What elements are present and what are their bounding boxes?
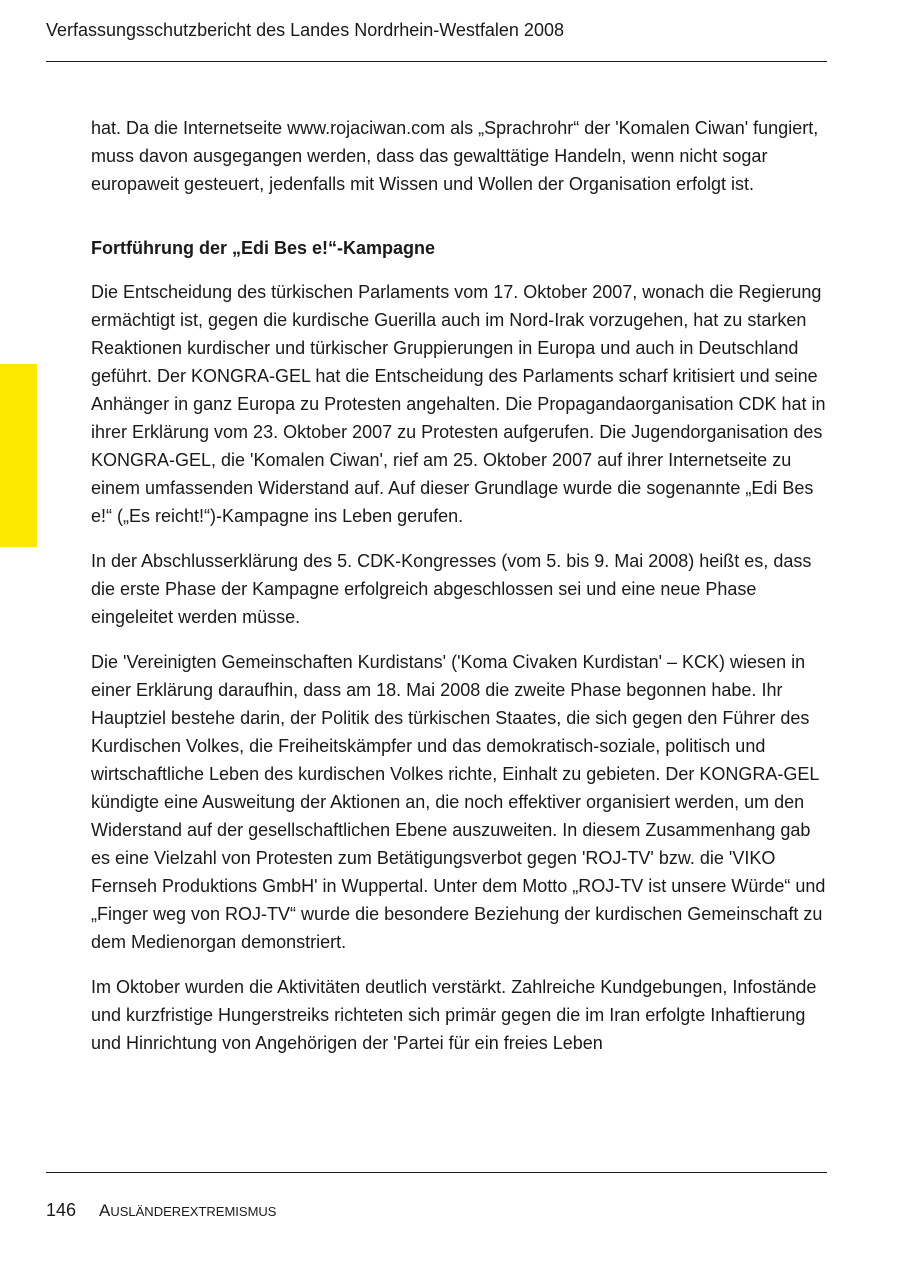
body-text (91, 114, 829, 1074)
page-number: 146 (46, 1200, 77, 1220)
paragraph: Im Oktober wurden die Aktivitäten deutlich verstärkt. Zahlreiche Kundgebungen, Infostände und kurzfristige Hungerstreiks richteten sich primär gegen die im Iran erfolgte Inhaftierung und Hinrichtung von Angehörigen der 'Partei für ein freies Leben (91, 977, 817, 1053)
footer-rule (46, 1172, 827, 1173)
paragraph: Die 'Vereinigten Gemeinschaften Kurdistans' ('Koma Civaken Kurdistan' – KCK) wiesen in einer Erklärung daraufhin, dass am 18. Mai 2008 die zweite Phase begonnen habe. Ihr Hauptziel bestehe darin, der Politik des türkischen Staates, die sich gegen den Führer des Kurdischen Volkes, die Freiheitskämpfer und das demokratisch-soziale, politisch und wirtschaftliche Leben des kurdischen Volkes richte, Einhalt zu gebieten. Der KONGRA-GEL kündigte eine Ausweitung der Aktionen an, die noch effektiver organisiert werden, um den Widerstand auf der gesellschaftlichen Ebene auszuweiten. In diesem Zusammenhang gab es eine Vielzahl von Protesten zum Betätigungsverbot gegen 'ROJ-TV' bzw. die 'VIKO Fernseh Produktions GmbH' in Wuppertal. Unter dem Motto „ROJ-TV ist unsere Würde“ und „Finger weg von ROJ-TV“ wurde die besondere Beziehung der kurdischen Gemeinschaft zu dem Medienorgan demonstriert. (91, 652, 826, 952)
paragraph: hat. Da die Internetseite www.rojaciwan.com als „Sprachrohr“ der 'Komalen Ciwan' fungiert, muss davon ausgegangen werden, dass das gewalttätige Handeln, wenn nicht sogar europaweit gesteuert, jedenfalls mit Wissen und Wollen der Organisation erfolgt ist. (91, 118, 819, 194)
section-name-initial: A (99, 1201, 111, 1220)
header-rule (46, 61, 827, 62)
chapter-marker-tab (0, 364, 37, 547)
running-header: Verfassungsschutzbericht des Landes Nordrhein-Westfalen 2008 (46, 20, 564, 40)
section-heading: Fortführung der „Edi Bes e!“-Kampagne (91, 238, 436, 258)
page-footer (46, 1198, 276, 1224)
section-name (99, 1201, 276, 1220)
paragraph: In der Abschlusserklärung des 5. CDK-Kongresses (vom 5. bis 9. Mai 2008) heißt es, dass die erste Phase der Kampagne erfolgreich abgeschlossen sei und eine neue Phase eingeleitet werden müsse. (91, 551, 812, 627)
paragraph: Die Entscheidung des türkischen Parlaments vom 17. Oktober 2007, wonach die Regierung ermächtigt ist, gegen die kurdische Guerilla auch im Nord-Irak vorzugehen, hat zu starken Reaktionen kurdischer und türkischer Gruppierungen in Europa und auch in Deutschland geführt. Der KONGRA-GEL hat die Entscheidung des Parlaments scharf kritisiert und seine Anhänger in ganz Europa zu Protesten angehalten. Die Propagandaorganisation CDK hat in ihrer Erklärung vom 23. Oktober 2007 zu Protesten aufgerufen. Die Jugendorganisation des KONGRA-GEL, die 'Komalen Ciwan', rief am 25. Oktober 2007 auf ihrer Internetseite zu einem umfassenden Widerstand auf. Auf dieser Grundlage wurde die sogenannte „Edi Bes e!“ („Es reicht!“)-Kampagne ins Leben gerufen. (91, 282, 826, 526)
section-name-rest: USLÄNDEREXTREMISMUS (110, 1204, 277, 1219)
